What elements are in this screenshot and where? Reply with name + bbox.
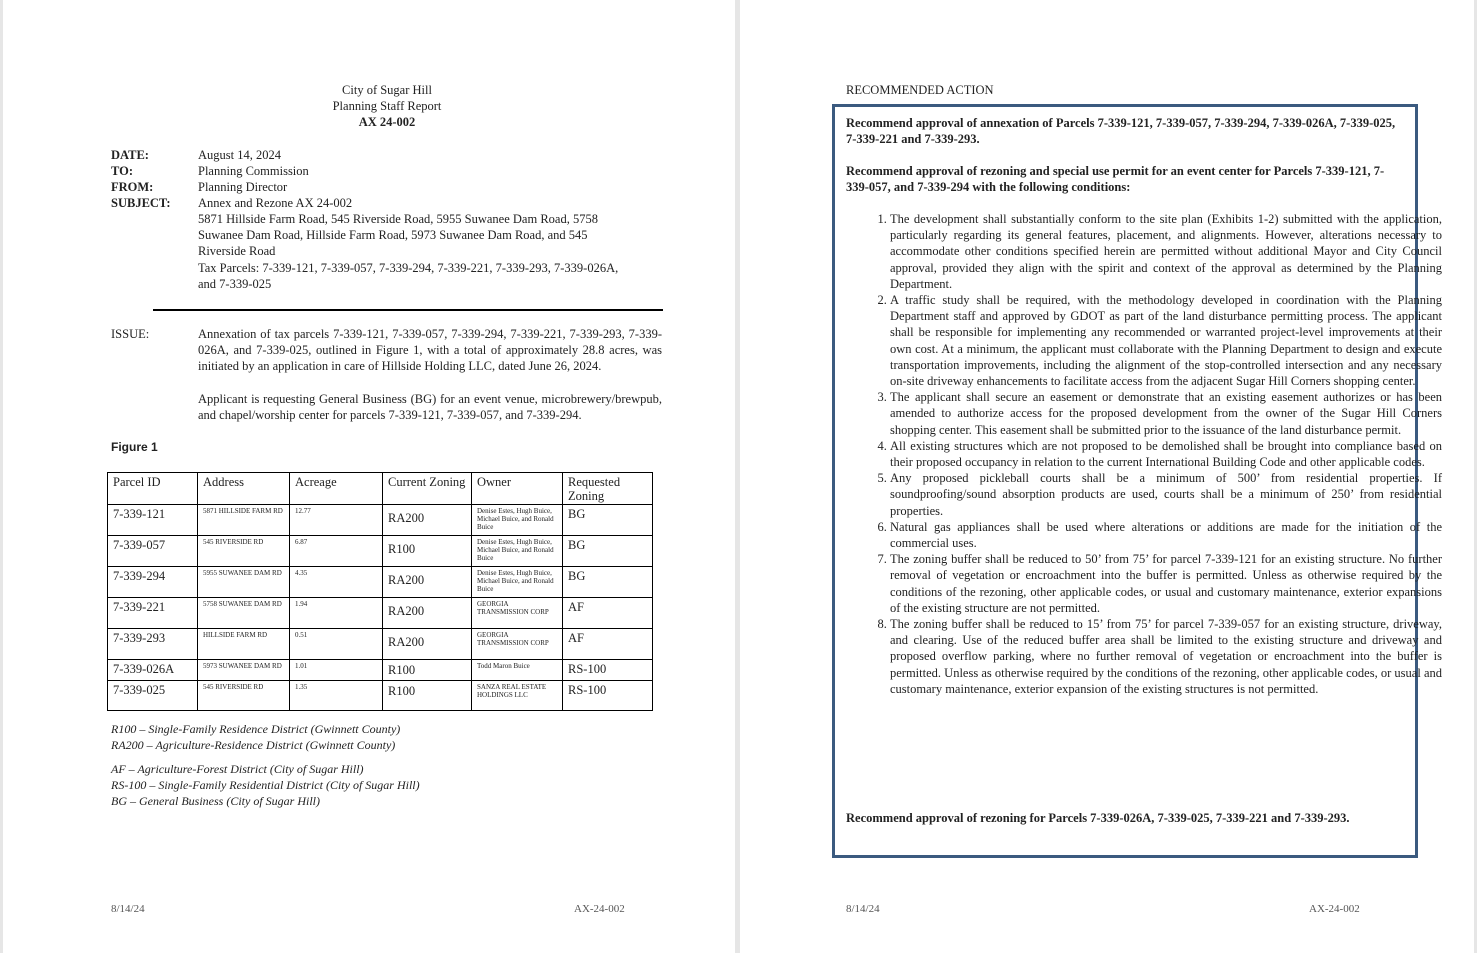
from-label: FROM: [111, 180, 154, 194]
parcel-id-cell: 7-339-221 [108, 598, 198, 629]
condition-item: 4. All existing structures which are not proposed to be demolished shall be brought into compliance based on their proposed occupancy in relation to the current International Building Code and other applicable codes. [890, 438, 1442, 470]
subject-line: and 7-339-025 [198, 277, 272, 291]
requested-zoning-cell: AF [563, 598, 653, 629]
table-row [108, 567, 653, 598]
parcel-table [107, 472, 653, 711]
issue-paragraph-2: Applicant is requesting General Business (BG) for an event venue, microbrewery/brewpub, and chapel/worship center for parcels 7-339-121, 7-339-057, and 7-339-294. [198, 392, 662, 423]
footer-code: AX-24-002 [574, 903, 625, 915]
zoning-cell: RA200 [383, 505, 472, 536]
report-number: AX 24-002 [358, 115, 416, 129]
acreage-cell: 0.51 [290, 629, 383, 660]
requested-zoning-cell: BG [563, 536, 653, 567]
subject-label: SUBJECT: [111, 196, 171, 210]
parcel-id-cell: 7-339-121 [108, 505, 198, 536]
requested-zoning-cell: RS-100 [563, 681, 653, 711]
zoning-cell: RA200 [383, 598, 472, 629]
figure-label: Figure 1 [111, 440, 158, 454]
recommendation-rezoning: Recommend approval of rezoning and special use permit for an event center for Parcels 7-339-121, 7-339-057, and 7-339-294 with the following conditions: [846, 164, 1385, 195]
requested-zoning-cell: BG [563, 567, 653, 598]
address-cell: 5973 SUWANEE DAM RD [198, 660, 290, 681]
column-header: Acreage [290, 473, 383, 505]
acreage-cell: 1.01 [290, 660, 383, 681]
subject-line: Riverside Road [198, 244, 276, 258]
address-cell: HILLSIDE FARM RD [198, 629, 290, 660]
zoning-cell: RA200 [383, 567, 472, 598]
address-cell: 5871 HILLSIDE FARM RD [198, 505, 290, 536]
address-cell: 5758 SUWANEE DAM RD [198, 598, 290, 629]
condition-item: 3. The applicant shall secure an easement or demonstrate that an existing easement authorizes or has been amended to authorize access for the proposed development from the owner of the Sugar Hill Corners shopping center. This easement shall be submitted prior to the issuance of the land disturbance permit. [890, 389, 1442, 438]
address-cell: 545 RIVERSIDE RD [198, 681, 290, 711]
table-header-row [108, 473, 653, 505]
zoning-cell: R100 [383, 681, 472, 711]
address-cell: 5955 SUWANEE DAM RD [198, 567, 290, 598]
table-row [108, 505, 653, 536]
condition-item: 6. Natural gas appliances shall be used where alterations or additions are made for the initiation of the commercial uses. [890, 519, 1442, 551]
issue-paragraph-1: Annexation of tax parcels 7-339-121, 7-339-057, 7-339-294, 7-339-221, 7-339-293, 7-339-026A, and 7-339-025, outlined in Figure 1, with a total of approximately 28.8 acres, was initiated by an application in care of Hillside Holding LLC, dated June 26, 2024. [198, 327, 662, 374]
date-value: August 14, 2024 [198, 148, 281, 162]
column-header: Owner [472, 473, 563, 505]
issue-label: ISSUE: [111, 327, 150, 341]
legend-item: BG – General Business (City of Sugar Hill) [111, 794, 320, 808]
condition-item: 5. Any proposed pickleball courts shall be a minimum of 500’ from residential properties. If soundproofing/sound absorption products are used, courts shall be a minimum of 250’ from residential properties. [890, 470, 1442, 519]
subject-line: Annex and Rezone AX 24-002 [198, 196, 353, 210]
subject-line: Suwanee Dam Road, Hillside Farm Road, 5973 Suwanee Dam Road, and 545 [198, 228, 588, 242]
date-label: DATE: [111, 148, 149, 162]
table-row [108, 598, 653, 629]
owner-cell: Todd Maron Buice [472, 660, 563, 681]
condition-item: 8. The zoning buffer shall be reduced to 15’ from 75’ for parcel 7-339-057 for an existing structure, driveway, and clearing. Use of the reduced buffer area shall be limited to the existing structure and driveway and proposed overflow parking, where no further removal of vegetation or encroachment into the buffer is permitted. Unless as otherwise required by the conditions of the rezoning, other applicable codes, or usual and customary maintenance, exterior expansion of the existing structures is not permitted. [890, 616, 1442, 697]
table-row [108, 629, 653, 660]
acreage-cell: 1.94 [290, 598, 383, 629]
table-row [108, 536, 653, 567]
parcel-id-cell: 7-339-294 [108, 567, 198, 598]
footer-date: 8/14/24 [111, 903, 145, 915]
to-label: TO: [111, 164, 133, 178]
recommendation-rezoning-remaining: Recommend approval of rezoning for Parcels 7-339-026A, 7-339-025, 7-339-221 and 7-339-293. [846, 811, 1350, 825]
document-page-2 [740, 0, 1474, 953]
owner-cell: GEORGIA TRANSMISSION CORP [472, 629, 563, 660]
to-value: Planning Commission [198, 164, 309, 178]
column-header: Address [198, 473, 290, 505]
condition-item: 7. The zoning buffer shall be reduced to 50’ from 75’ for parcel 7-339-121 for an existing structure. No further removal of vegetation or encroachment into the buffer is permitted. Unless as otherwise required by the conditions of the rezoning, other applicable codes, or usual and customary maintenance, exterior expansions of the existing structure are not permitted. [890, 551, 1442, 616]
owner-cell: Denise Estes, Hugh Buice, Michael Buice, and Ronald Buice [472, 505, 563, 536]
requested-zoning-cell: RS-100 [563, 660, 653, 681]
document-page-1 [3, 0, 735, 953]
table-row [108, 681, 653, 711]
zoning-cell: R100 [383, 660, 472, 681]
acreage-cell: 4.35 [290, 567, 383, 598]
parcel-id-cell: 7-339-057 [108, 536, 198, 567]
footer-date: 8/14/24 [846, 903, 880, 915]
legend-item: RS-100 – Single-Family Residential District (City of Sugar Hill) [111, 778, 420, 792]
address-cell: 545 RIVERSIDE RD [198, 536, 290, 567]
owner-cell: SANZA REAL ESTATE HOLDINGS LLC [472, 681, 563, 711]
legend-item: RA200 – Agriculture-Residence District (Gwinnett County) [111, 738, 396, 752]
column-header: Requested Zoning [563, 473, 653, 505]
acreage-cell: 12.77 [290, 505, 383, 536]
subject-line: 5871 Hillside Farm Road, 545 Riverside Road, 5955 Suwanee Dam Road, 5758 [198, 212, 598, 226]
zoning-cell: RA200 [383, 629, 472, 660]
owner-cell: Denise Estes, Hugh Buice, Michael Buice, and Ronald Buice [472, 536, 563, 567]
legend-item: R100 – Single-Family Residence District (Gwinnett County) [111, 722, 401, 736]
table-row [108, 660, 653, 681]
subject-line: Tax Parcels: 7-339-121, 7-339-057, 7-339-294, 7-339-221, 7-339-293, 7-339-026A, [198, 261, 619, 275]
parcel-id-cell: 7-339-025 [108, 681, 198, 711]
footer-code: AX-24-002 [1309, 903, 1360, 915]
requested-zoning-cell: BG [563, 505, 653, 536]
conditions-list [846, 211, 1442, 697]
legend-item: AF – Agriculture-Forest District (City of Sugar Hill) [111, 762, 364, 776]
acreage-cell: 6.87 [290, 536, 383, 567]
owner-cell: Denise Estes, Hugh Buice, Michael Buice, and Ronald Buice [472, 567, 563, 598]
recommended-action-heading: RECOMMENDED ACTION [846, 83, 994, 97]
requested-zoning-cell: AF [563, 629, 653, 660]
column-header: Parcel ID [108, 473, 198, 505]
acreage-cell: 1.35 [290, 681, 383, 711]
condition-item: 2. A traffic study shall be required, with the methodology developed in coordination with the Planning Department staff and approved by GDOT as part of the land disturbance permitting process. The applicant shall be responsible for implementing any recommended or warranted project-level improvements at their own cost. At a minimum, the applicant must collaborate with the Planning Department to design and execute transportation improvements, including the alignment of the stop-controlled intersection and any necessary on-site driveway enhancements to facilitate access from the adjacent Sugar Hill Corners shopping center. [890, 292, 1442, 389]
condition-item: 1. The development shall substantially conform to the site plan (Exhibits 1-2) submitted with the application, particularly regarding its general features, placement, and alignments. However, alterations necessary to accommodate other conditions specified herein are permitted without additional Mayor and City Council approval, provided they align with the spirit and context of the approval as determined by the Planning Department. [890, 211, 1442, 292]
report-city: City of Sugar Hill [342, 83, 432, 97]
report-type: Planning Staff Report [332, 99, 442, 113]
recommendation-annexation: Recommend approval of annexation of Parcels 7-339-121, 7-339-057, 7-339-294, 7-339-026A, 7-339-025, 7-339-221 and 7-339-293. [846, 116, 1396, 147]
from-value: Planning Director [198, 180, 288, 194]
column-header: Current Zoning [383, 473, 472, 505]
section-divider [153, 309, 663, 311]
zoning-cell: R100 [383, 536, 472, 567]
parcel-id-cell: 7-339-026A [108, 660, 198, 681]
owner-cell: GEORGIA TRANSMISSION CORP [472, 598, 563, 629]
parcel-id-cell: 7-339-293 [108, 629, 198, 660]
